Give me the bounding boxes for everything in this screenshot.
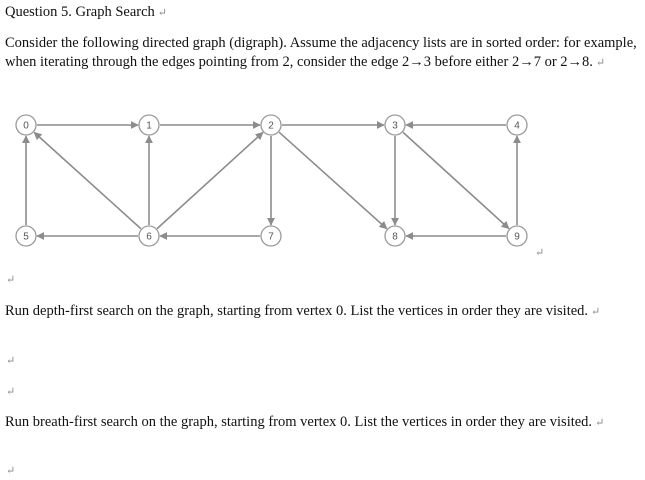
graph-node-8 <box>385 226 405 246</box>
graph-node-5 <box>16 226 36 246</box>
bfs-question-text: Run breath-first search on the graph, starting from vertex 0. List the vertices in order they are visited. <box>5 414 593 430</box>
paragraph-mark: ↵ <box>157 7 168 19</box>
paragraph-mark: ↵ <box>535 247 545 259</box>
node-label: 4 <box>514 120 520 132</box>
node-label: 0 <box>23 120 29 132</box>
intro-text: Consider the following directed graph (digraph). Assume the adjacency lists are in sorted order: for example, when iterating through the edges pointing from 2, consider the edge 2→3 before either 2→7 or 2→8. <box>5 35 637 70</box>
node-label: 8 <box>392 231 398 243</box>
graph-node-0 <box>16 115 36 135</box>
intro-paragraph <box>5 34 637 73</box>
edge-3-to-9 <box>403 132 509 228</box>
paragraph-mark: ↵ <box>6 355 16 367</box>
graph-node-1 <box>139 115 159 135</box>
digraph-figure <box>0 108 560 248</box>
question-title-text: Question 5. Graph Search <box>5 4 155 20</box>
paragraph-mark: ↵ <box>595 57 606 69</box>
edge-2-to-8 <box>279 132 387 228</box>
node-label: 1 <box>146 120 152 132</box>
node-label: 3 <box>392 120 398 132</box>
paragraph-mark: ↵ <box>6 386 16 398</box>
node-label: 2 <box>268 120 274 132</box>
graph-node-3 <box>385 115 405 135</box>
graph-node-7 <box>261 226 281 246</box>
graph-node-9 <box>507 226 527 246</box>
paragraph-mark: ↵ <box>595 417 605 429</box>
bfs-question <box>5 413 637 433</box>
question-title <box>5 3 167 22</box>
dfs-question-text: Run depth-first search on the graph, starting from vertex 0. List the vertices in order they are visited. <box>5 303 589 319</box>
paragraph-mark: ↵ <box>6 465 16 477</box>
edge-6-to-2 <box>157 132 263 228</box>
node-label: 6 <box>146 231 152 243</box>
node-label: 9 <box>514 231 520 243</box>
graph-node-6 <box>139 226 159 246</box>
paragraph-mark: ↵ <box>591 306 601 318</box>
paragraph-mark: ↵ <box>6 274 16 286</box>
graph-node-2 <box>261 115 281 135</box>
graph-node-4 <box>507 115 527 135</box>
node-label: 7 <box>268 231 274 243</box>
dfs-question <box>5 302 637 322</box>
node-label: 5 <box>23 231 29 243</box>
edge-6-to-0 <box>34 132 141 228</box>
